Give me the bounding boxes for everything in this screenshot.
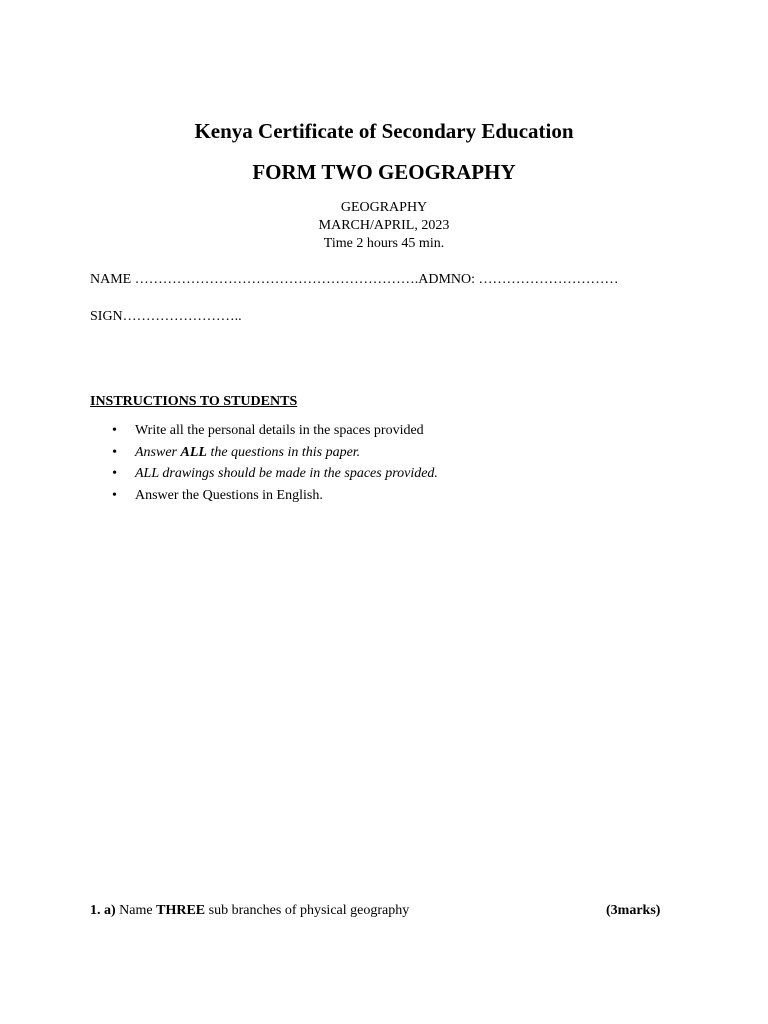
name-label: NAME: [90, 272, 135, 287]
admno-field[interactable]: …………………………: [478, 272, 619, 287]
instruction-text: Write all the personal details in the spaces provided: [135, 423, 424, 438]
admno-label: ADMNO:: [418, 272, 479, 287]
question-text: sub branches of physical geography: [205, 903, 410, 918]
question-number: 1. a): [90, 903, 116, 918]
question-marks: (3marks): [606, 903, 661, 918]
instruction-text: Answer the Questions in English.: [135, 488, 323, 504]
subject-line: GEOGRAPHY: [340, 200, 428, 215]
list-item: [90, 442, 438, 464]
sign-label: SIGN: [90, 309, 123, 324]
paper-title: FORM TWO GEOGRAPHY: [252, 160, 516, 184]
sign-row: [90, 309, 242, 325]
sign-field[interactable]: ……………………..: [122, 309, 242, 324]
instruction-text: ALL drawings should be made in the spaces provided.: [135, 466, 438, 482]
instructions-list: [90, 420, 438, 507]
list-item: [90, 485, 438, 507]
question-text: Name: [115, 903, 157, 918]
time-line: Time 2 hours 45 min.: [323, 236, 445, 251]
instruction-emphasis: ALL: [180, 444, 207, 460]
instructions-heading: INSTRUCTIONS TO STUDENTS: [90, 394, 298, 409]
list-item: [90, 420, 438, 442]
session-line: MARCH/APRIL, 2023: [318, 218, 450, 233]
list-item: [90, 463, 438, 485]
instruction-text: the questions in this paper.: [206, 444, 361, 460]
question-1a: [90, 903, 409, 919]
name-field[interactable]: …………………………………………………….: [134, 272, 419, 287]
instruction-text: Answer: [135, 444, 181, 460]
exam-board-title: Kenya Certificate of Secondary Education: [194, 119, 574, 143]
question-emphasis: THREE: [156, 903, 206, 918]
name-admno-row: [90, 272, 619, 288]
